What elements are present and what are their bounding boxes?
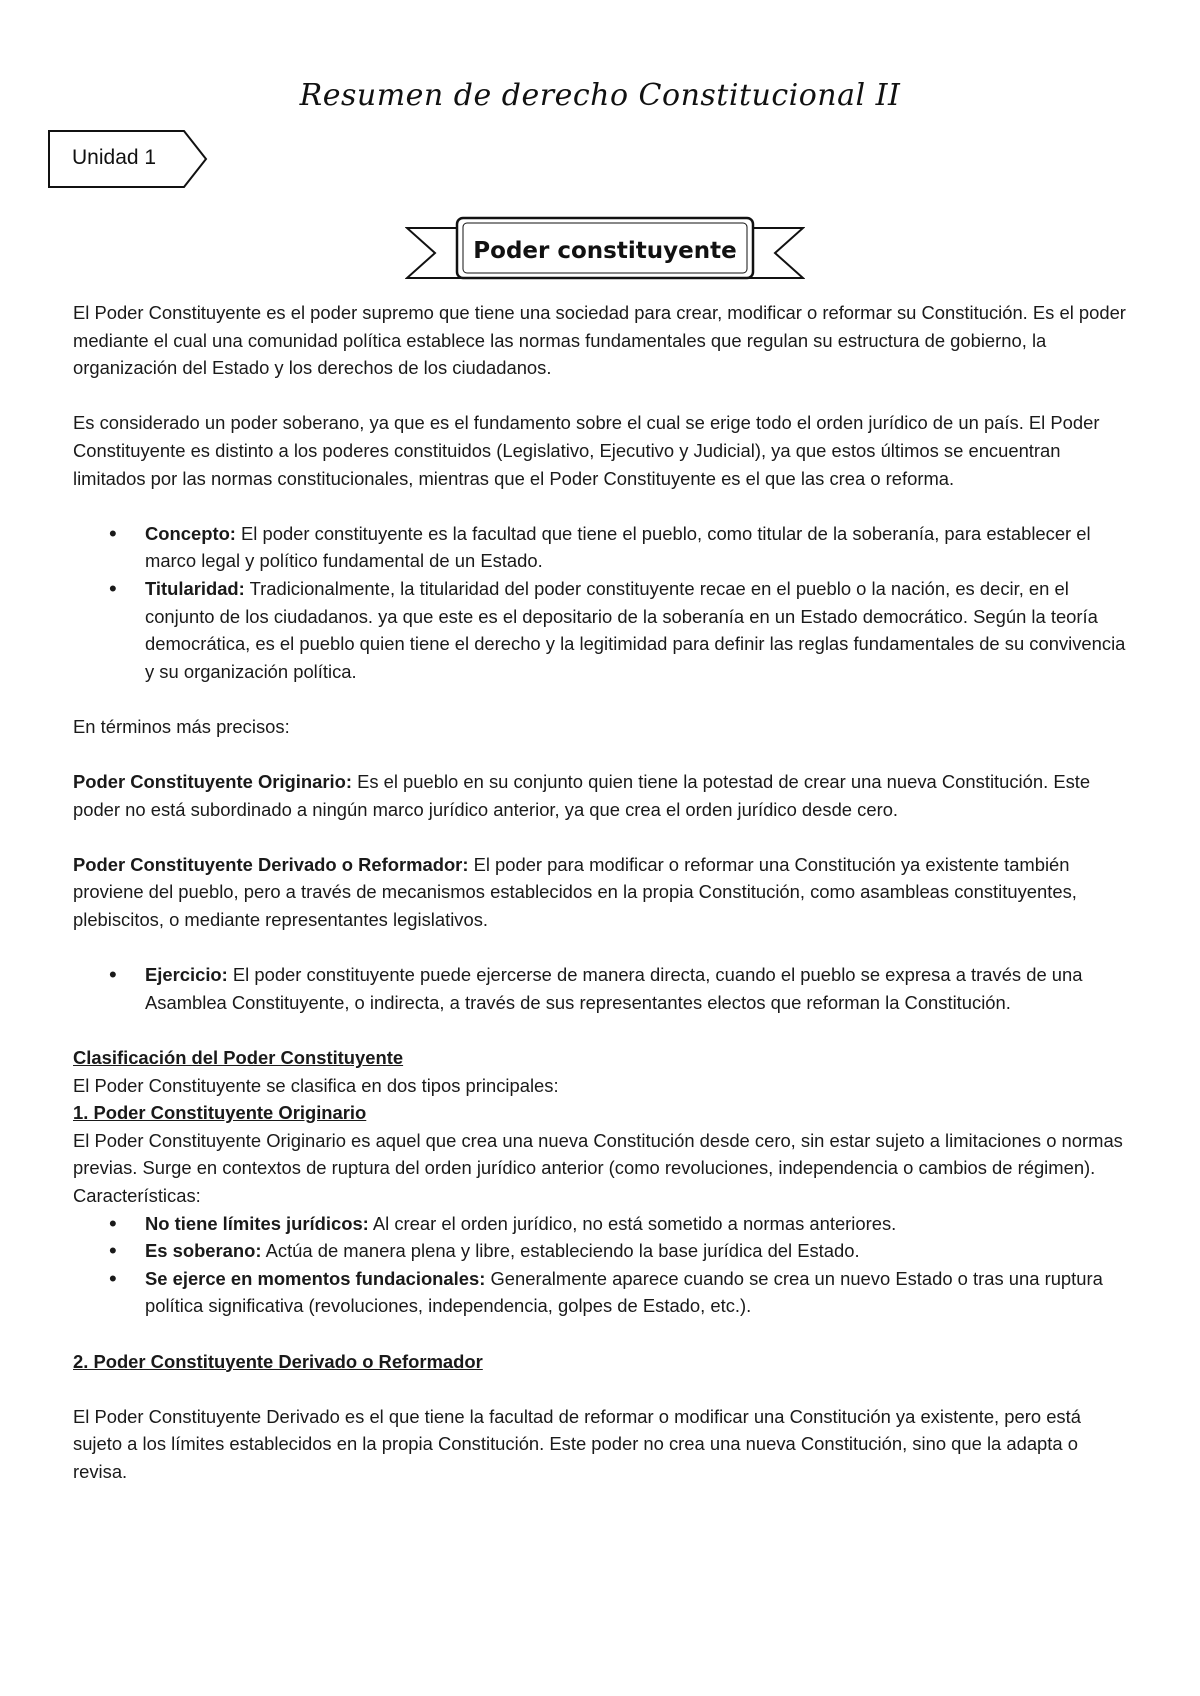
- bullet-text: Tradicionalmente, la titularidad del poder constituyente recae en el pueblo o la nación, es decir, en el conjunto de los ciudadanos. ya que este es el depositario de la soberanía en un Estado democrático. Según la teoría democrática, es el pueblo quien tiene el derecho y la legitimidad para definir las reglas fundamentales de su convivencia y su organización política.: [145, 577, 1126, 682]
- subheading-derivado: 2. Poder Constituyente Derivado o Reformador: [73, 1350, 483, 1372]
- list-item: [145, 1237, 1133, 1265]
- list-item: [145, 520, 1133, 575]
- originario-term: Poder Constituyente Originario:: [73, 771, 352, 793]
- section-banner: [405, 216, 805, 288]
- precise-lead: En términos más precisos:: [73, 715, 290, 737]
- list-item: [145, 961, 1133, 1016]
- bullet-term: Se ejerce en momentos fundacionales:: [145, 1267, 486, 1289]
- list-item: [145, 1210, 1133, 1238]
- features-label: Características:: [73, 1185, 201, 1206]
- document-body: [73, 299, 1133, 1486]
- list-item: [145, 575, 1133, 685]
- concept-bullet-list: [73, 520, 1133, 686]
- bullet-text: Generalmente aparece cuando se crea un nuevo Estado o tras una ruptura política significativa (revoluciones, independencia, golpes de Estado, etc.).: [145, 1267, 1103, 1317]
- bullet-text: El poder constituyente puede ejercerse de manera directa, cuando el pueblo se expresa a través de una Asamblea Constituyente, o indirecta, a través de sus representantes electos que reforman la Constitución.: [145, 964, 1083, 1013]
- originario-text: Es el pueblo en su conjunto quien tiene la potestad de crear una nueva Constitución. Este poder no está subordinado a ningún marco jurídico anterior, ya que crea el orden jurídico desde cero.: [73, 771, 1091, 820]
- bullet-term: No tiene límites jurídicos:: [145, 1212, 369, 1234]
- bullet-text: Al crear el orden jurídico, no está sometido a normas anteriores.: [368, 1212, 897, 1234]
- derivado-term: Poder Constituyente Derivado o Reformador:: [73, 853, 469, 875]
- features-bullet-list: [73, 1210, 1133, 1320]
- banner-label: Poder constituyente: [473, 238, 737, 264]
- exercise-bullet-list: [73, 961, 1133, 1016]
- intro-paragraph-1: El Poder Constituyente es el poder supremo que tiene una sociedad para crear, modificar o reformar su Constitución. Es el poder mediante el cual una comunidad política establece las normas fundamentales que regulan su estructura de gobierno, la organización del Estado y los derechos de los ciudadanos.: [73, 302, 1126, 379]
- classification-heading: Clasificación del Poder Constituyente: [73, 1047, 404, 1069]
- derivado-text: El poder para modificar o reformar una Constitución ya existente también proviene del pueblo, pero a través de mecanismos establecidos en la propia Constitución, como asambleas constituyentes, plebiscitos, o mediante representantes legislativos.: [73, 853, 1077, 931]
- bullet-text: Actúa de manera plena y libre, estableciendo la base jurídica del Estado.: [261, 1240, 860, 1262]
- derivado-paragraph: [73, 851, 1133, 934]
- list-item: [145, 1265, 1133, 1320]
- classification-intro: El Poder Constituyente se clasifica en dos tipos principales:: [73, 1074, 559, 1096]
- bullet-text: El poder constituyente es la facultad que tiene el pueblo, como titular de la soberanía, para establecer el marco legal y político fundamental de un Estado.: [145, 522, 1091, 572]
- unit-tag: [48, 130, 208, 188]
- subheading-originario: 1. Poder Constituyente Originario: [73, 1102, 367, 1124]
- originario-description: El Poder Constituyente Originario es aquel que crea una nueva Constitución desde cero, sin estar sujeto a limitaciones o normas previas. Surge en contextos de ruptura del orden jurídico anterior (como revoluciones, independencia o cambios de régimen).: [73, 1129, 1123, 1179]
- bullet-term: Titularidad:: [145, 577, 245, 599]
- page-title: Resumen de derecho Constitucional II: [299, 78, 901, 113]
- bullet-term: Ejercicio:: [145, 964, 228, 986]
- bullet-term: Es soberano:: [145, 1240, 262, 1262]
- originario-paragraph: [73, 768, 1133, 823]
- bullet-term: Concepto:: [145, 522, 236, 544]
- intro-paragraph-2: Es considerado un poder soberano, ya que es el fundamento sobre el cual se erige todo el orden jurídico de un país. El Poder Constituyente es distinto a los poderes constituidos (Legislativo, Ejecutivo y Judicial), ya que estos últimos se encuentran limitados por las normas constitucionales, mientras que el Poder Constituyente es el que las crea o reforma.: [73, 412, 1100, 489]
- unit-label: Unidad 1: [72, 146, 157, 169]
- derivado-description: El Poder Constituyente Derivado es el que tiene la facultad de reformar o modificar una Constitución ya existente, pero está sujeto a los límites establecidos en la propia Constitución. Este poder no crea una nueva Constitución, sino que la adapta o revisa.: [73, 1405, 1081, 1482]
